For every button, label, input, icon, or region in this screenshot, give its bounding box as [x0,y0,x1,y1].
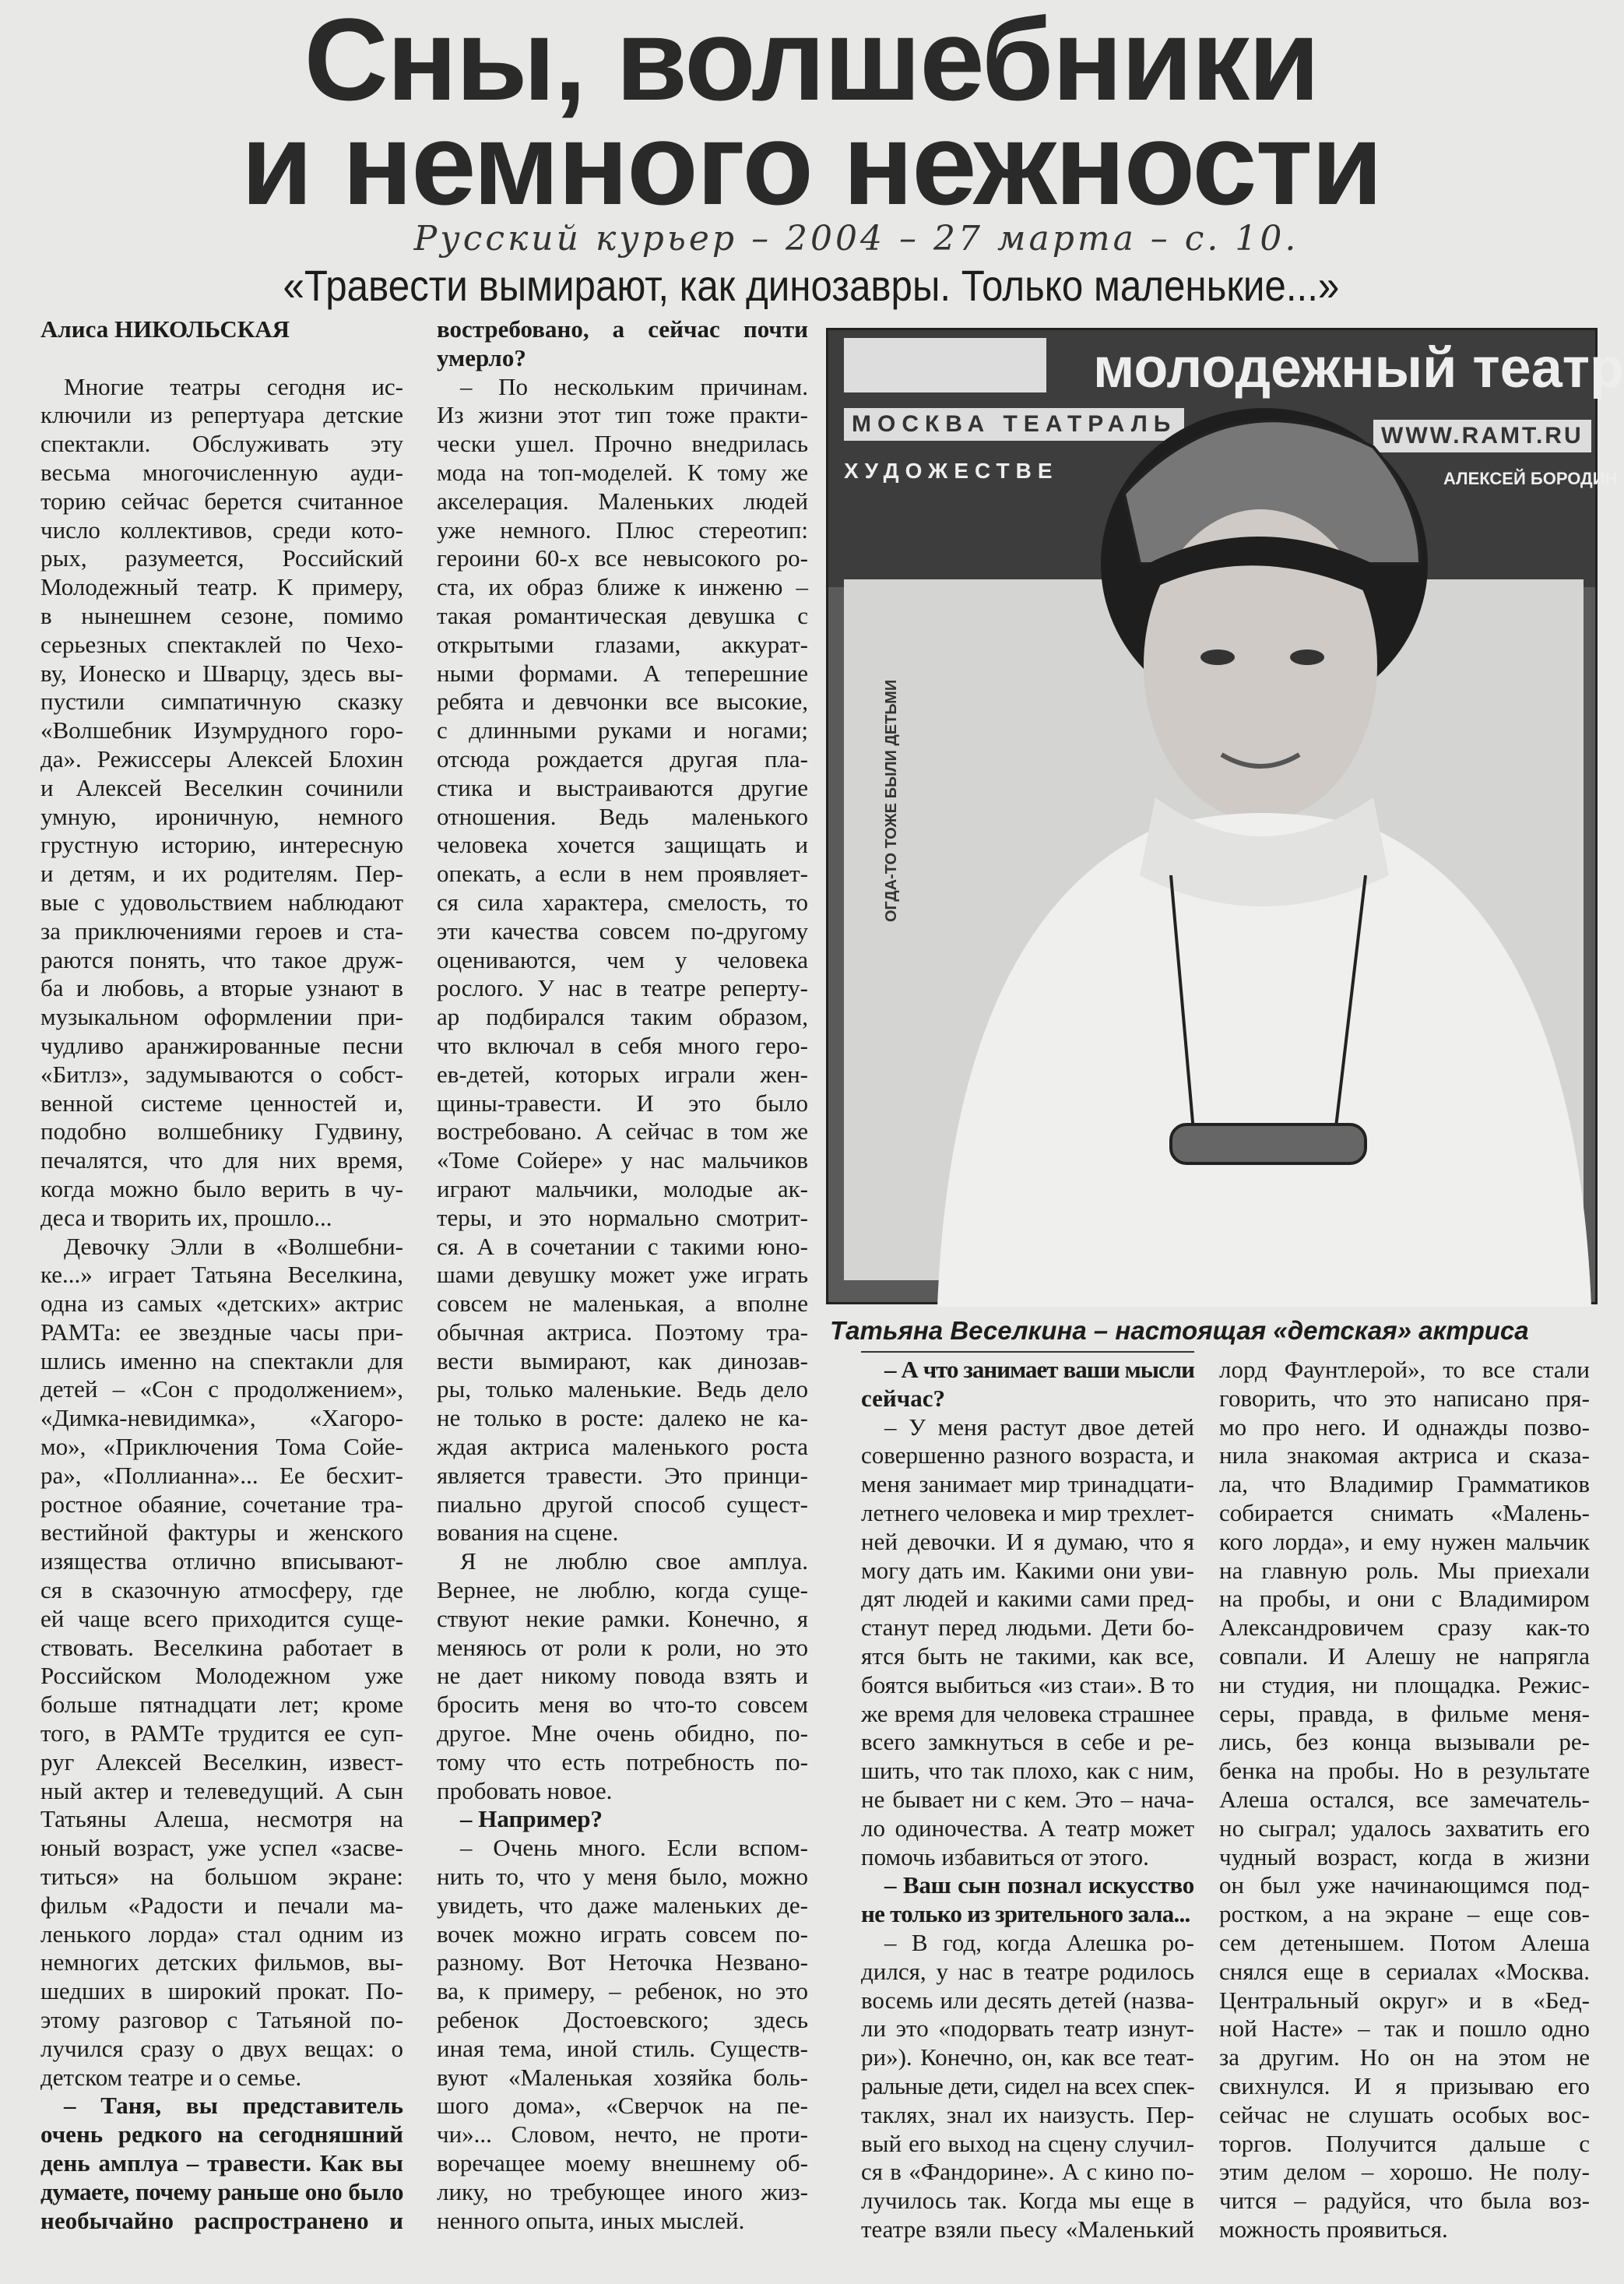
text-line: нила знакомая актриса и сказа- [1219,1441,1590,1469]
text-line: можность проявиться. [1219,2215,1448,2243]
text-line: чудливо аранжированные песни [40,1031,403,1059]
text-line: лику, но требующее иного жиз- [437,2177,808,2205]
text-line: дился, у нас в театре родилось [861,1957,1194,1985]
text-line: открытыми глазами, аккурат- [437,630,808,658]
text-line: кого лорда», и ему нужен мальчик [1219,1527,1590,1555]
text-line: Из жизни этот тип тоже практи- [437,401,808,429]
article-photo [826,328,1624,1304]
text-line: оцениваются, чем у человека [437,945,808,973]
text-line: мода на топ-моделей. К тому же [437,458,808,486]
text-line: – В год, когда Алешка ро- [884,1928,1194,1956]
text-line: играют мальчики, молодые ак- [437,1174,808,1202]
text-line: детском театре и о семье. [40,2063,302,2091]
text-line: подобно волшебнику Гудвину, [40,1117,403,1146]
text-line: ральные дети, сидел на всех спек- [861,2071,1194,2099]
text-line: щины-травести. И это было [437,1089,808,1117]
text-line: летнего человека и мир трехлет- [861,1498,1195,1526]
text-line: такая романтическая девушка с [437,601,808,629]
text-line: ся. А в сочетании с такими юно- [437,1232,808,1260]
text-line: совпали. И Алешу не напрягла [1219,1642,1590,1670]
text-line: одна из самых «детских» актрис [40,1290,403,1318]
text-line: лись, без конца вызывали ре- [1219,1728,1590,1756]
text-line: иная тема, иной стиль. Существ- [437,2034,808,2062]
text-line: фильм «Радости и печали ма- [40,1891,403,1919]
text-line: изящества отлично вписывают- [40,1547,403,1575]
text-line: венной системе ценностей и, [40,1089,403,1117]
paragraph [40,1233,403,2092]
text-line: немногих детских фильмов, вы- [40,1948,403,1976]
subtitle-text: «Травести вымирают, как динозавры. Только маленькие...» [283,261,1340,310]
text-line: Молодежный театр. К примеру, [40,573,403,601]
text-line: детей – «Сон с продолжением», [40,1375,403,1403]
text-line: собирается снимать «Малень- [1219,1498,1590,1526]
text-line: больше пятнадцати лет; кроме [40,1691,403,1719]
interview-question [437,315,808,373]
poster-vertical-text: ОГДА-ТО ТОЖЕ БЫЛИ ДЕТЬМИ [883,679,900,922]
paragraph [437,1547,808,1805]
text-line: ра», «Поллианна»... Ее бесхит- [40,1461,403,1489]
text-line: умную, ироничную, немного [40,802,403,830]
text-line: – У меня растут двое детей [884,1413,1194,1441]
poster-director-label: ХУДОЖЕСТВЕ [844,459,1059,483]
text-line: человека хочется защищать и [437,831,808,859]
text-line: шедших в широкий прокат. По- [40,1977,403,2005]
text-line: на главную роль. Мы приехали [1219,1556,1590,1584]
text-line: очень редкого на сегодняшний [40,2120,403,2149]
text-line: сейчас? [861,1384,946,1412]
text-line: увидеть, что даже маленьких де- [437,1891,808,1919]
text-line: чески ушел. Прочно внедрилась [437,430,808,458]
text-line: музыкальном оформлении при- [40,1003,403,1031]
text-line: театре взяли пьесу «Маленький [861,2215,1194,2243]
paragraph [437,373,808,1548]
text-line: – Ваш сын познал искусство [884,1871,1194,1899]
text-line: ненного опыта, иных мыслей. [437,2206,745,2234]
text-line: же время для человека страшнее [861,1699,1194,1727]
text-line: – Например? [460,1805,603,1833]
text-line: печалятся, что для них время, [40,1146,403,1174]
text-line: вый его выход на сцену случил- [861,2129,1194,2157]
text-line: шами девушку может уже играть [437,1261,808,1289]
text-line: бенка на пробы. Но в результате [1219,1757,1590,1785]
text-line: ростное обаяние, сочетание тра- [40,1490,403,1518]
text-line: лучилось так. Когда мы еще в [861,2187,1194,2215]
text-line: вуют «Маленькая хозяйка боль- [437,2063,808,2091]
text-line: теры, и это нормально смотрит- [437,1203,808,1231]
text-line: в нынешнем сезоне, помимо [40,601,403,629]
text-line: грустную историю, интересную [40,831,403,859]
text-line: ву, Ионеско и Шварцу, здесь вы- [40,659,403,687]
text-line: и детям, и их родителям. Пер- [40,860,403,888]
poster-director: АЛЕКСЕЙ БОРОДИН [1443,469,1618,488]
text-line: шлись именно на спектакли для [40,1346,403,1374]
text-line: вести вымирают, как динозав- [437,1346,808,1374]
text-line: ными формами. А теперешние [437,659,808,687]
text-line: вования на сцене. [437,1519,619,1547]
paragraph [1219,1356,1590,2244]
text-line: пустили симпатичную сказку [40,688,403,716]
text-line: ся сила характера, смелость, то [437,888,808,916]
text-line: восемь или десять детей (назва- [861,1986,1194,2014]
text-line: ри»). Конечно, он, как все теат- [861,2043,1194,2071]
poster-city: МОСКВА ТЕАТРАЛЬ [844,408,1184,441]
text-line: Российском Молодежном уже [40,1662,403,1690]
poster-site: WWW.RAMT.RU [1373,420,1591,452]
text-line: день амплуа – травести. Как вы [40,2149,403,2177]
text-line: Алеша остался, все замечатель- [1219,1785,1590,1813]
text-line: «Волшебник Изумрудного горо- [40,716,403,744]
paragraph [437,1834,808,2235]
text-line: руг Алексей Веселкин, извест- [40,1747,403,1775]
interview-question [861,1356,1194,1413]
text-line: рослого. У нас в театре реперту- [437,974,808,1002]
text-line: серы, правда, в фильме меня- [1219,1699,1590,1727]
text-line: является травести. Это принци- [437,1461,808,1489]
text-line: не бывает ни с кем. Это – нача- [861,1785,1194,1813]
interview-question [40,2092,403,2235]
text-line: востребовано, а сейчас почти [437,315,808,343]
text-line: ятся быть не такими, как все, [861,1642,1194,1670]
text-line: думаете, почему раньше оно было [40,2177,403,2205]
text-line: меняюсь от роли к роли, но это [437,1633,808,1661]
text-line: опекать, а если в нем проявляет- [437,860,808,888]
text-line: Александровичем сразу как-то [1219,1614,1590,1642]
text-line: обычная актриса. Поэтому тра- [437,1318,808,1346]
text-line: сейчас не слушать особых вос- [1219,2100,1590,2128]
text-line: Девочку Элли в «Волшебни- [64,1232,403,1260]
text-line: ры, только маленькие. Ведь дело [437,1375,808,1403]
text-line: всего замкнуться в себе и ре- [861,1728,1194,1756]
text-line: ла, что Владимир Грамматиков [1219,1470,1590,1498]
text-line: говорить, что это написано пря- [1219,1384,1590,1412]
paragraph [861,1413,1194,1872]
text-line: ный актер и телеведущий. А сын [40,1776,403,1804]
text-line: лучился сразу о двух вещах: о [40,2034,403,2062]
headline-line-1: Сны, волшебники [304,0,1319,125]
text-line: но сыграл; удалось захватить его [1219,1814,1590,1842]
text-line: чи»... Словом, нечто, не проти- [437,2120,808,2149]
text-line: необычайно распространено и [40,2206,403,2234]
text-line: ли это «подорвать театр изнут- [861,2015,1194,2043]
text-line: этим делом – хорошо. Не полу- [1219,2158,1590,2186]
interview-question [861,1871,1194,1929]
text-line: на пробы, и они с Владимиром [1219,1585,1590,1613]
text-line: ной Насте» – так и пошло одно [1219,2015,1590,2043]
text-line: мо», «Приключения Тома Сойе- [40,1433,403,1461]
text-line: отношения. Ведь маленького [437,802,808,830]
article-column-3 [861,1356,1194,2244]
text-line: спектакли. Обслуживать эту [40,430,403,458]
text-line: Многие театры сегодня ис- [64,372,403,400]
text-line: деса и творить их, прошло... [40,1203,332,1231]
text-line: число коллективов, среди кото- [40,516,403,544]
text-line: боятся выбиться «из стаи». В то [861,1670,1194,1698]
text-line: и Алексей Веселкин сочинили [40,773,403,801]
text-line: героини 60-х все невысокого ро- [437,544,808,572]
text-line: дят людей и какими сами пред- [861,1585,1194,1613]
text-line: торию сейчас берется считанное [40,487,403,515]
text-line: умерло? [437,343,526,371]
photo-caption: Татьяна Веселкина – настоящая «детская» актриса [830,1316,1529,1345]
text-line: помочь избавиться от этого. [861,1842,1149,1870]
text-line: воречащее моему внешнему об- [437,2149,808,2177]
text-line: тому что есть потребность по- [437,1747,808,1775]
text-line: таклях, знал их наизусть. Пер- [861,2100,1194,2128]
text-line: Центральный округ» и в «Бед- [1219,1986,1590,2014]
column-divider [861,1351,1194,1353]
text-line: не только в росте: далеко не ка- [437,1404,808,1432]
text-line: Вернее, не люблю, когда суще- [437,1576,808,1604]
text-line: – Таня, вы представитель [64,2092,403,2120]
text-line: ждая актриса маленького роста [437,1433,808,1461]
handwritten-source-note: Русский курьер – 2004 – 27 марта – с. 10. [413,219,1299,259]
text-line: что включал в себя много геро- [437,1031,808,1059]
text-line: ся в сказочную атмосферу, где [40,1576,403,1604]
text-line: лорд Фаунтлерой», то все стали [1219,1356,1590,1383]
text-line: совсем не маленькая, а вполне [437,1290,808,1318]
text-line: ста, их образ ближе к инженю – [437,573,808,601]
article-column-2 [437,315,808,2235]
text-line: – По нескольким причинам. [460,372,808,400]
text-line: с длинными руками и ногами; [437,716,808,744]
text-line: не дает никому повода взять и [437,1662,808,1690]
text-line: за приключениями героев и ста- [40,917,403,945]
text-line: ся в «Фандорине». А с кино по- [861,2158,1194,2186]
text-line: ба и любовь, а вторые узнают в [40,974,403,1002]
text-line: – Очень много. Если вспом- [460,1834,808,1862]
article-column-4 [1219,1356,1590,2244]
text-line: рых, разумеется, Российский [40,544,403,572]
text-line: мо про него. И однажды позво- [1219,1413,1590,1441]
text-line: торгов. Получится дальше с [1219,2129,1590,2157]
text-line: свихнулся. И я призываю его [1219,2071,1590,2099]
text-line: не только из зрительного зала... [861,1900,1190,1928]
text-line: шить, что так плохо, как с ним, [861,1757,1194,1785]
text-line: пробовать новое. [437,1776,613,1804]
subtitle [0,262,1622,310]
text-line: серьезных спектаклей по Чехо- [40,630,403,658]
text-line: того, в РАМТе трудится ее суп- [40,1719,403,1747]
text-line: ло одиночества. А театр может [861,1814,1194,1842]
text-line: да». Режиссеры Алексей Блохин [40,744,403,772]
poster-title: молодежный театр [1093,337,1624,399]
text-line: ростком, а на экране – еще сов- [1219,1900,1590,1928]
text-line: этому разговор с Татьяной по- [40,2006,403,2034]
text-line: ствовать. Веселкина работает в [40,1633,403,1661]
text-line: – А что занимает ваши мысли [884,1356,1194,1383]
text-line: уже немного. Плюс стереотип: [437,516,808,544]
author-byline: Алиса НИКОЛЬСКАЯ [40,315,290,343]
text-line: «Томе Сойере» у нас мальчиков [437,1146,808,1174]
text-line: юный возраст, уже успел «засве- [40,1834,403,1862]
text-line: совершенно разного возраста, и [861,1441,1194,1469]
interview-question [437,1805,808,1834]
text-line: чится – радуйся, что была воз- [1219,2187,1590,2215]
text-line: ребенок Достоевского; здесь [437,2006,808,2034]
text-line: пиально другой способ сущест- [437,1490,808,1518]
text-line: ребята и девчонки все высокие, [437,688,808,716]
text-line: другое. Мне очень обидно, по- [437,1719,808,1747]
text-line: акселерация. Маленьких людей [437,487,808,515]
text-line: ней девочки. И я думаю, что я [861,1527,1194,1555]
article-column-1 [40,315,403,2235]
text-line: он был уже начинающимся под- [1219,1871,1590,1899]
text-line: вые с удовольствием наблюдают [40,888,403,916]
text-line: стика и выстраиваются другие [437,773,808,801]
headline-line-2: и немного нежности [241,98,1382,229]
text-line: вестийной фактуры и женского [40,1519,403,1547]
portrait-woman-illustration [828,330,1600,1307]
text-line: раются понять, что такое друж- [40,945,403,973]
text-line: сем детенышем. Потом Алеша [1219,1928,1590,1956]
text-line: титься» на большом экране: [40,1863,403,1891]
text-line: за другим. Но он на этом не [1219,2043,1590,2071]
text-line: отсюда рождается другая пла- [437,744,808,772]
text-line: Я не люблю свое амплуа. [460,1547,808,1575]
text-line: востребовано. А сейчас в том же [437,1117,808,1146]
text-line: «Битлз», задумываются о собст- [40,1060,403,1088]
text-line: станут перед людьми. Дети бо- [861,1614,1194,1642]
text-line: РАМТа: ее звездные часы при- [40,1318,403,1346]
text-line: шого дома», «Сверчок на пе- [437,2092,808,2120]
text-line: могу дать им. Какими они уви- [861,1556,1194,1584]
paragraph [861,1929,1194,2244]
text-line: весьма многочисленную ауди- [40,458,403,486]
text-line: ей чаще всего приходится суще- [40,1604,403,1632]
paragraph [40,373,403,1233]
text-line: когда можно было верить в чу- [40,1174,403,1202]
text-line: разному. Вот Неточка Незвано- [437,1948,808,1976]
text-line: ствуют некие рамки. Конечно, я [437,1604,808,1632]
text-line: снялся еще в сериалах «Москва. [1219,1957,1590,1985]
text-line: вочек можно играть совсем по- [437,1920,808,1948]
text-line: ни студия, ни площадка. Режис- [1219,1670,1590,1698]
text-line: ленького лорда» стал одним из [40,1920,403,1948]
text-line: ва, к примеру, – ребенок, но это [437,1977,808,2005]
text-line: ев-детей, которых играли жен- [437,1060,808,1088]
text-line: меня занимает мир тринадцати- [861,1470,1194,1498]
text-line: бросить меня во что-то совсем [437,1691,808,1719]
text-line: эти качества совсем по-другому [437,917,808,945]
text-line: чудный возраст, когда в жизни [1219,1842,1590,1870]
text-line: ар подбирался таким образом, [437,1003,808,1031]
text-line: «Димка-невидимка», «Хагоро- [40,1404,403,1432]
text-line: Татьяны Алеша, несмотря на [40,1805,403,1833]
text-line: нить то, что у меня было, можно [437,1863,808,1891]
text-line: ке...» играет Татьяна Веселкина, [40,1261,403,1289]
text-line: ключили из репертуара детские [40,401,403,429]
